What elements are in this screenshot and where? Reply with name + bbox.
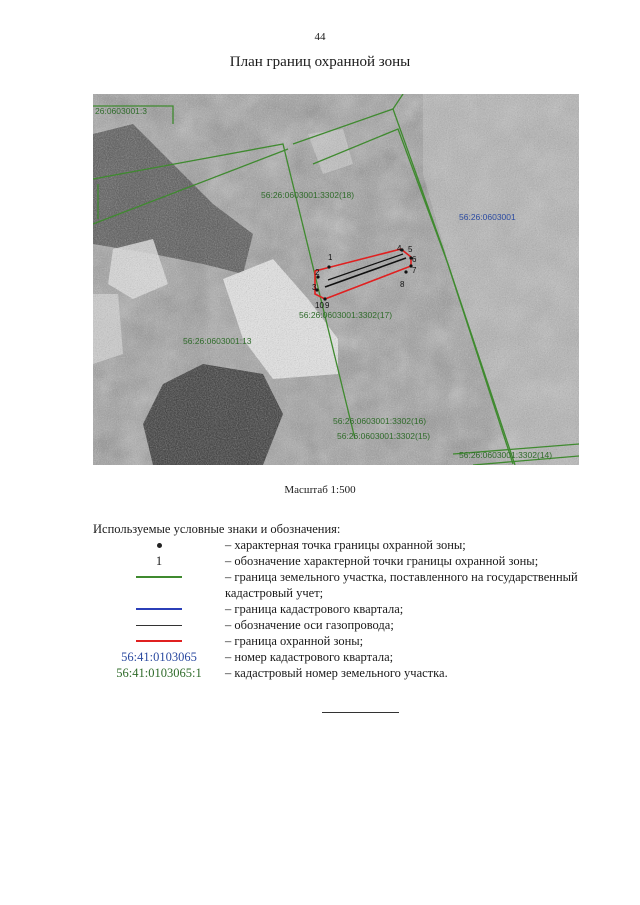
legend-item [93, 665, 613, 681]
point-label: 10 [315, 301, 324, 310]
map-scale: Масштаб 1:500 [284, 484, 356, 496]
point-label: 3 [312, 283, 317, 292]
legend-text: – граница кадастрового квартала; [225, 602, 404, 616]
point-label: 6 [412, 255, 417, 264]
point-marker [327, 265, 330, 268]
parcel-number-label: 56:26:0603001:3302(18) [261, 190, 355, 200]
legend-item [93, 649, 613, 665]
legend-text: – обозначение оси газопровода; [225, 618, 394, 632]
legend-item [93, 569, 613, 601]
signature-line [322, 712, 399, 713]
parcel-number-label: 56:26:0603001:3302(15) [337, 431, 431, 441]
legend-text: – характерная точка границы охранной зоны; [225, 538, 466, 552]
parcel-boundary-symbol [136, 576, 182, 578]
parcel-number-symbol: 56:41:0103065:1 [116, 666, 202, 680]
point-label: 7 [412, 266, 417, 275]
parcel-number-label: 56:26:0603001:3302(14) [459, 450, 553, 460]
point-label: 1 [328, 253, 333, 262]
point-label: 2 [315, 268, 320, 277]
point-label: 4 [397, 244, 402, 253]
legend-item [93, 617, 613, 633]
point-label: 9 [325, 301, 330, 310]
imagery-grain [93, 94, 579, 465]
legend-item [93, 601, 613, 617]
legend-text: – граница земельного участка, поставленного на государственный кадастровый учет; [225, 570, 578, 600]
legend [93, 537, 613, 681]
page-title: План границ охранной зоны [229, 54, 411, 70]
point-label: 5 [408, 245, 413, 254]
legend-item [93, 537, 613, 553]
legend-text: – кадастровый номер земельного участка. [225, 666, 448, 680]
quarter-number-label: 56:26:0603001 [459, 212, 516, 222]
legend-text: – граница охранной зоны; [225, 634, 364, 648]
parcel-number-label: 56:26:0603001:13 [183, 336, 252, 346]
pipeline-axis-symbol [136, 625, 182, 626]
parcel-number-label: 26:0603001:3 [95, 106, 147, 116]
parcel-number-label: 56:26:0603001:3302(17) [299, 310, 393, 320]
point-symbol [157, 543, 162, 548]
point-marker [404, 270, 407, 273]
quarter-number-symbol: 56:41:0103065 [121, 650, 197, 664]
parcel-number-label: 56:26:0603001:3302(16) [333, 416, 427, 426]
legend-text: – номер кадастрового квартала; [225, 650, 394, 664]
legend-text: – обозначение характерной точки границы охранной зоны; [225, 554, 539, 568]
point-label: 8 [400, 280, 405, 289]
legend-item [93, 553, 613, 569]
aerial-map [93, 94, 579, 465]
legend-title: Используемые условные знаки и обозначения: [93, 522, 341, 536]
page-number: 44 [314, 31, 326, 43]
quarter-boundary-symbol [136, 608, 182, 610]
protection-zone-symbol [136, 640, 182, 642]
point-label-symbol: 1 [155, 554, 163, 568]
legend-item [93, 633, 613, 649]
